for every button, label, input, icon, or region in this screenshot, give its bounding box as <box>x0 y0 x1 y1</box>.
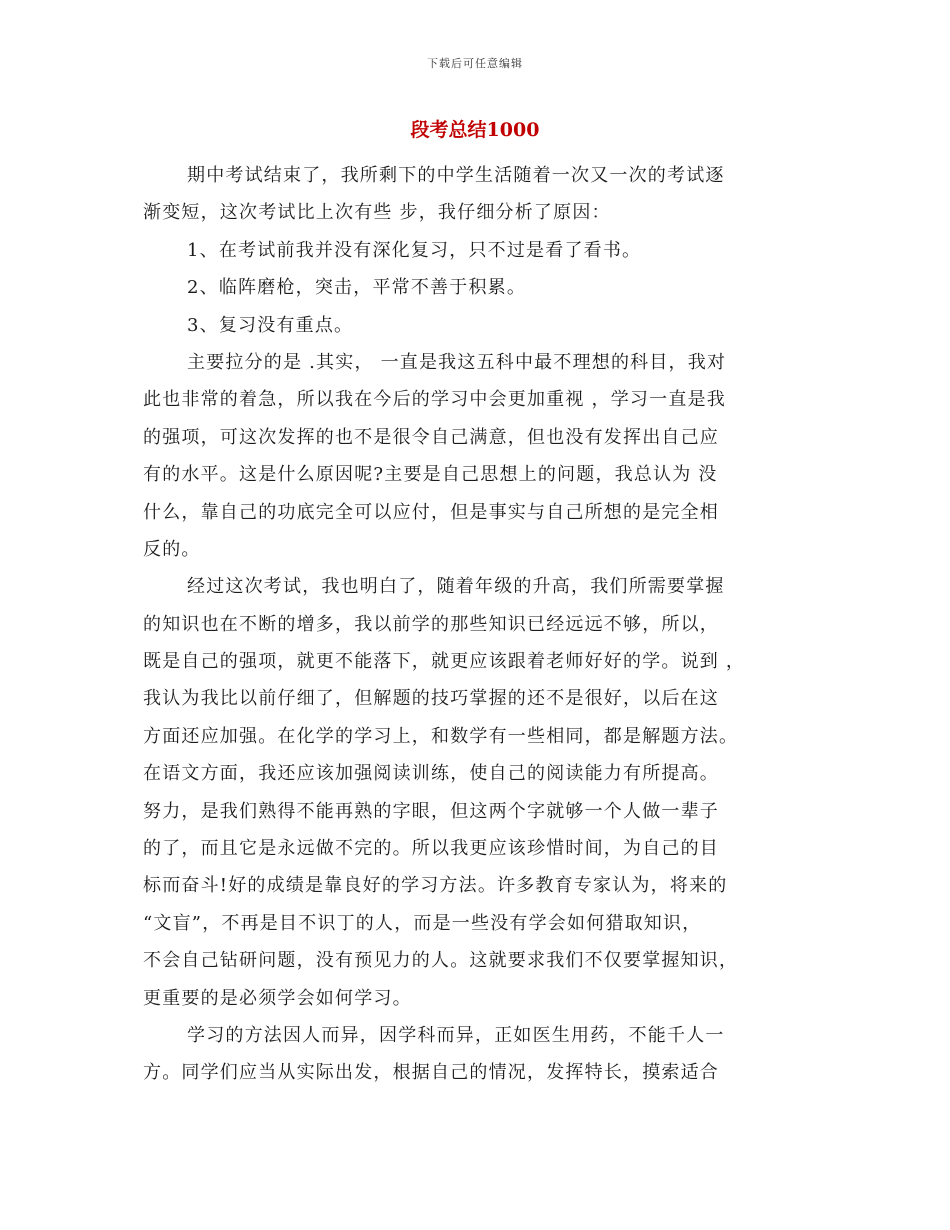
text-line: “文盲”，不再是目不识丁的人，而是一些没有学会如何猎取知识， <box>143 912 702 934</box>
text-line: 1、在考试前我并没有深化复习，只不过是看了看书。 <box>187 239 642 261</box>
text-line: 此也非常的着急，所以我在今后的学习中会更加重视 ，学习一直是我 <box>143 389 726 411</box>
text-line: 的了，而且它是永远做不完的。所以我更应该珍惜时间，为自己的目 <box>143 838 719 860</box>
text-line: 3、复习没有重点。 <box>187 314 354 336</box>
page-header: 下载后可任意编辑 <box>427 57 523 70</box>
text-line: 经过这次考试，我也明白了，随着年级的升高，我们所需要掌握 <box>187 576 725 598</box>
text-line: 有的水平。这是什么原因呢?主要是自己思想上的问题，我总认为 没 <box>143 464 718 486</box>
text-line: 的强项，可这次发挥的也不是很令自己满意，但也没有发挥出自己应 <box>143 426 719 448</box>
text-line: 我认为我比以前仔细了，但解题的技巧掌握的还不是很好，以后在这 <box>143 688 719 710</box>
text-line: 学习的方法因人而异，因学科而异，正如医生用药，不能千人一 <box>187 1024 725 1046</box>
text-line: 的知识也在不断的增多，我以前学的那些知识已经远远不够，所以， <box>143 613 719 635</box>
text-line: 期中考试结束了，我所剩下的中学生活随着一次又一次的考试逐 <box>187 165 725 186</box>
document-title: 段考总结1000 <box>410 119 540 141</box>
text-line: 努力，是我们熟得不能再熟的字眼，但这两个字就够一个人做一辈子 <box>143 800 719 822</box>
text-line: 既是自己的强项，就更不能落下，就更应该跟着老师好好的学。说到 ， <box>143 651 746 673</box>
text-line: 不会自己钻研问题，没有预见力的人。这就要求我们不仅要掌握知识， <box>143 950 739 972</box>
text-line: 主要拉分的是 .其实， 一直是我这五科中最不理想的科目，我对 <box>187 351 727 373</box>
text-line: 标而奋斗!好的成绩是靠良好的学习方法。许多教育专家认为，将来的 <box>143 875 728 897</box>
text-line: 什么，靠自己的功底完全可以应付，但是事实与自己所想的是完全相 <box>143 501 719 523</box>
document-body <box>143 157 815 1092</box>
text-line: 更重要的是必须学会如何学习。 <box>143 987 412 1009</box>
text-line: 2、临阵磨枪，突击，平常不善于积累。 <box>187 277 527 299</box>
text-line: 渐变短，这次考试比上次有些 步，我仔细分析了原因： <box>143 202 611 224</box>
text-line: 反的。 <box>143 538 201 560</box>
text-line: 在语文方面，我还应该加强阅读训练，使自己的阅读能力有所提高。 <box>143 763 719 785</box>
text-line: 方。同学们应当从实际出发，根据自己的情况，发挥特长，摸索适合 <box>143 1062 719 1084</box>
text-line: 方面还应加强。在化学的学习上，和数学有一些相同，都是解题方法。 <box>143 725 739 747</box>
